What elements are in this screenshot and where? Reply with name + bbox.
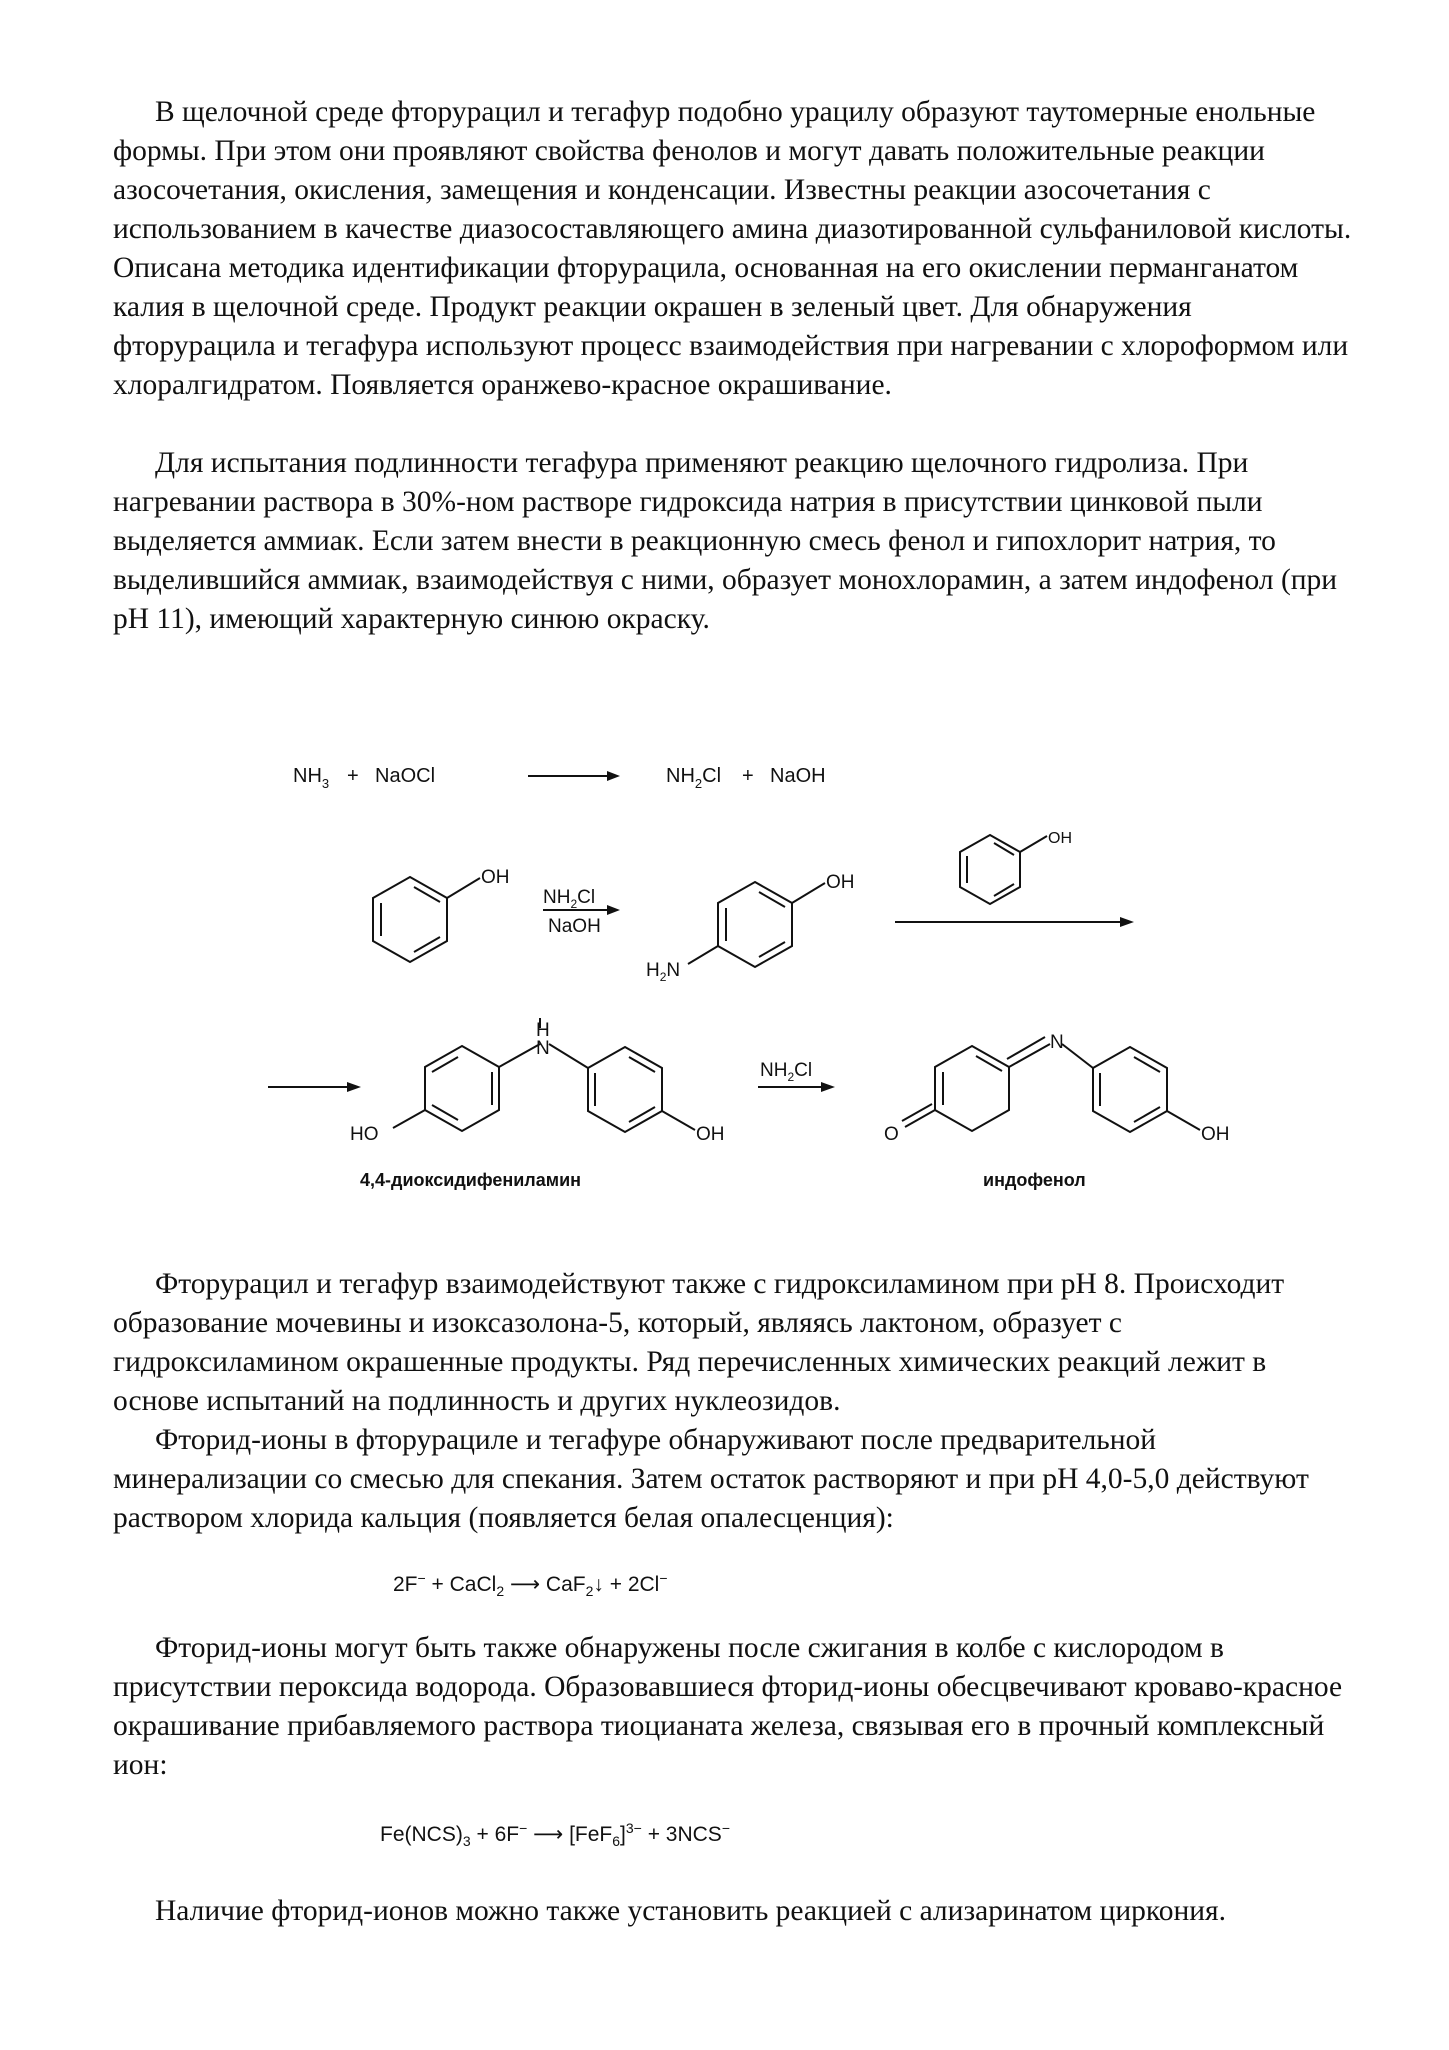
paragraph-6: Наличие фторид-ионов можно также установить реакцией с ализаринатом циркония. bbox=[155, 1895, 1227, 1927]
arrow-5-head bbox=[821, 1082, 835, 1092]
oh-label-1: OH bbox=[481, 867, 510, 888]
arrow-3-head bbox=[1120, 917, 1134, 927]
plus-sign-2: + bbox=[742, 765, 754, 787]
reagent-naoh-1: NaOH bbox=[548, 916, 601, 937]
equation-caf2: 2F− + CaCl$_2$ ⟶ CaF$_2$↓ + 2Cl− bbox=[393, 1570, 668, 1600]
ho-label-1: HO bbox=[350, 1124, 379, 1145]
phenol-structure-1 bbox=[373, 877, 480, 962]
nh2cl-formula: $NH_2Cl$ bbox=[666, 765, 722, 791]
reaction-arrow-eq2: ⟶ bbox=[533, 1823, 564, 1846]
oh-label-5: OH bbox=[1201, 1124, 1230, 1145]
oh-label-4: OH bbox=[696, 1124, 725, 1145]
nh-n-label: N bbox=[536, 1038, 550, 1059]
oh-label-3: OH bbox=[1048, 830, 1072, 847]
precipitate-arrow-icon: ↓ bbox=[593, 1573, 604, 1596]
h2n-label: $H_2N$ bbox=[646, 960, 681, 984]
paragraph-5: Фторид-ионы могут быть также обнаружены после сжигания в колбе с кислородом в присутствии пероксида водорода. Образовавшиеся фторид-ионы обесцвечивают кроваво-красное окрашивание прибавляемого раствора тиоцианата железа, связывая его в прочный комплексный ион: bbox=[113, 1632, 1343, 1781]
label-diphenylamine: 4,4-диоксидифениламин bbox=[360, 1170, 582, 1190]
paragraph-2: Для испытания подлинности тегафура применяют реакцию щелочного гидролиза. При нагревании раствора в 30%-ном растворе гидроксида натрия в присутствии цинковой пыли выделяется аммиак. Если затем внести в реакционную смесь фенол и гипохлорит натрия, то выделившийся аммиак, взаимодействуя с ними, образует монохлорамин, а затем индофенол (при рН 11), имеющий характерную синюю окраску. bbox=[113, 447, 1338, 635]
naoh-formula: NaOH bbox=[770, 765, 826, 787]
plus-sign: + bbox=[347, 765, 359, 787]
n-label: N bbox=[1050, 1032, 1064, 1053]
label-indophenol: индофенол bbox=[983, 1170, 1086, 1190]
paragraph-4: Фторид-ионы в фторурациле и тегафуре обнаруживают после предварительной минерализации со смесью для спекания. Затем остаток растворяют и при рН 4,0-5,0 действуют раствором хлорида кальция (появляется белая опалесценция): bbox=[113, 1424, 1309, 1534]
reagent-nh2cl-2: $NH_2Cl$ bbox=[760, 1060, 813, 1084]
equation-fef6: $Fe(NCS)_3 + 6F^-$ ⟶ $[FeF_6]^{3-} + 3NCS^-$ bbox=[380, 1820, 730, 1850]
reaction-arrow-eq1: ⟶ bbox=[509, 1573, 541, 1596]
reagent-nh2cl-1: $NH_2Cl$ bbox=[543, 887, 596, 911]
arrow-1-head bbox=[607, 771, 620, 781]
arrow-2-head bbox=[607, 905, 620, 915]
phenol-structure-2 bbox=[960, 835, 1047, 904]
o-label: O bbox=[884, 1124, 899, 1145]
naocl-formula: NaOCl bbox=[375, 765, 436, 787]
paragraph-3: Фторурацил и тегафур взаимодействуют также с гидроксиламином при рН 8. Происходит образование мочевины и изоксазолона-5, который, являясь лактоном, образует с гидроксиламином окрашенные продукты. Ряд перечисленных химических реакций лежит в основе испытаний на подлинность и других нуклеозидов. bbox=[113, 1268, 1285, 1417]
nh-h-label: H bbox=[536, 1020, 550, 1041]
aminophenol-structure bbox=[688, 882, 825, 967]
nh3-formula: $NH_3$ bbox=[293, 765, 330, 791]
arrow-4-head bbox=[347, 1082, 361, 1092]
paragraph-1: В щелочной среде фторурацил и тегафур подобно урацилу образуют таутомерные енольные формы. При этом они проявляют свойства фенолов и могут давать положительные реакции азосочетания, окисления, замещения и конденсации. Известны реакции азосочетания с использованием в качестве диазосоставляющего амина диазотированной сульфаниловой кислоты. Описана методика идентификации фторурацила, основанная на его окислении перманганатом калия в щелочной среде. Продукт реакции окрашен в зеленый цвет. Для обнаружения фторурацила и тегафура используют процесс взаимодействия при нагревании с хлороформом или хлоралгидратом. Появляется оранжево-красное окрашивание. bbox=[113, 96, 1352, 401]
oh-label-2: OH bbox=[826, 872, 855, 893]
